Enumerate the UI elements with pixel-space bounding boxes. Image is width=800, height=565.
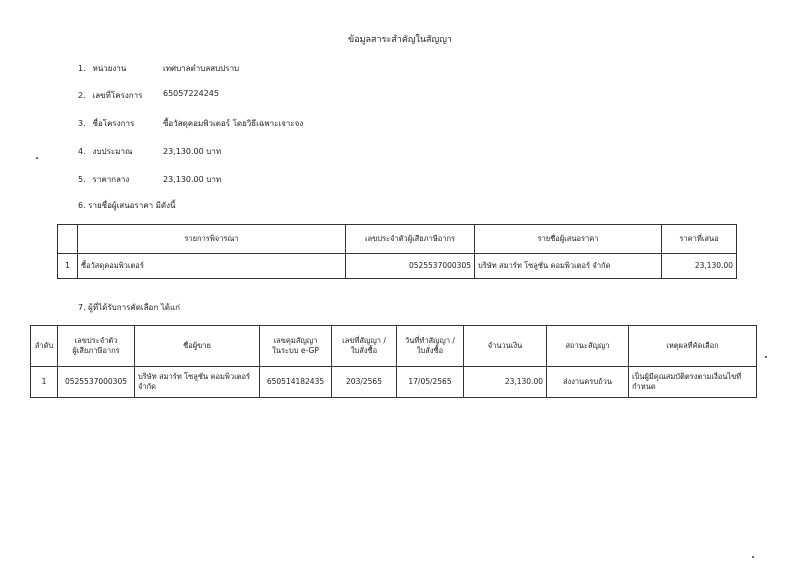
table-cell: 23,130.00 [464,367,547,398]
scan-speck [765,356,767,358]
column-header: วันที่ทำสัญญา / ใบสั่งซื้อ [397,326,464,367]
field-number: 5. [78,175,86,184]
table-cell: 1 [58,254,78,279]
table-cell: 650514182435 [260,367,332,398]
field-number: 2. [78,91,86,100]
field-label: ราคากลาง [92,175,130,184]
table-cell: บริษัท สมาร์ท โซลูชั่น คอมพิวเตอร์ จำกัด [475,254,662,279]
field-label: เลขที่โครงการ [92,91,143,100]
field-budget [78,145,378,158]
table-cell: 0525537000305 [346,254,475,279]
table-cell: 203/2565 [332,367,397,398]
table-row [31,367,757,398]
field-value: 23,130.00 บาท [163,175,222,184]
table-cell: บริษัท สมาร์ท โซลูชั่น คอมพิวเตอร์ จำกัด [135,367,260,398]
section-bidders-heading: 6. รายชื่อผู้เสนอราคา มีดังนี้ [78,201,176,210]
table-cell: เป็นผู้มีคุณสมบัติตรงตามเงื่อนไขที่กำหนด [629,367,757,398]
column-header: เลขที่สัญญา / ใบสั่งซื้อ [332,326,397,367]
column-header: สถานะสัญญา [547,326,629,367]
column-header: เลขคุมสัญญา ในระบบ e-GP [260,326,332,367]
field-label: หน่วยงาน [92,64,127,73]
scan-speck [36,157,38,159]
column-header: เลขประจำตัวผู้เสียภาษีอากร [346,225,475,254]
field-median-price [78,173,378,186]
field-value: เทศบาลตำบลสบปราบ [163,64,240,73]
table-header-row [58,225,737,254]
column-header: รายการพิจารณา [78,225,346,254]
column-header: จำนวนเงิน [464,326,547,367]
table-cell: 23,130.00 [662,254,737,279]
column-header: รายชื่อผู้เสนอราคา [475,225,662,254]
bidders-table [57,224,737,279]
scan-speck [752,556,754,558]
table-header-row [31,326,757,367]
table-cell: ซื้อวัสดุคอมพิวเตอร์ [78,254,346,279]
column-header: เหตุผลที่คัดเลือก [629,326,757,367]
column-header: เลขประจำตัว ผู้เสียภาษีอากร [58,326,135,367]
field-label: งบประมาณ [92,147,133,156]
field-value: ซื้อวัสดุคอมพิวเตอร์ โดยวิธีเฉพาะเจาะจง [163,119,304,128]
field-agency [78,62,378,75]
field-label: ชื่อโครงการ [92,119,135,128]
column-header: ลำดับ [31,326,58,367]
field-number: 4. [78,147,86,156]
column-header: ราคาที่เสนอ [662,225,737,254]
field-value: 65057224245 [163,89,219,98]
column-header: ชื่อผู้ขาย [135,326,260,367]
field-number: 3. [78,119,86,128]
column-header [58,225,78,254]
table-cell: 17/05/2565 [397,367,464,398]
field-project-name [78,117,378,130]
table-cell: ส่งงานครบถ้วน [547,367,629,398]
table-cell: 0525537000305 [58,367,135,398]
table-row [58,254,737,279]
field-number: 1. [78,64,86,73]
section-selected-heading: 7. ผู้ที่ได้รับการคัดเลือก ได้แก่ [78,303,180,312]
field-value: 23,130.00 บาท [163,147,222,156]
field-project-number [78,89,378,102]
selected-vendor-table [30,325,757,398]
document-title: ข้อมูลสาระสำคัญในสัญญา [348,35,452,45]
table-cell: 1 [31,367,58,398]
